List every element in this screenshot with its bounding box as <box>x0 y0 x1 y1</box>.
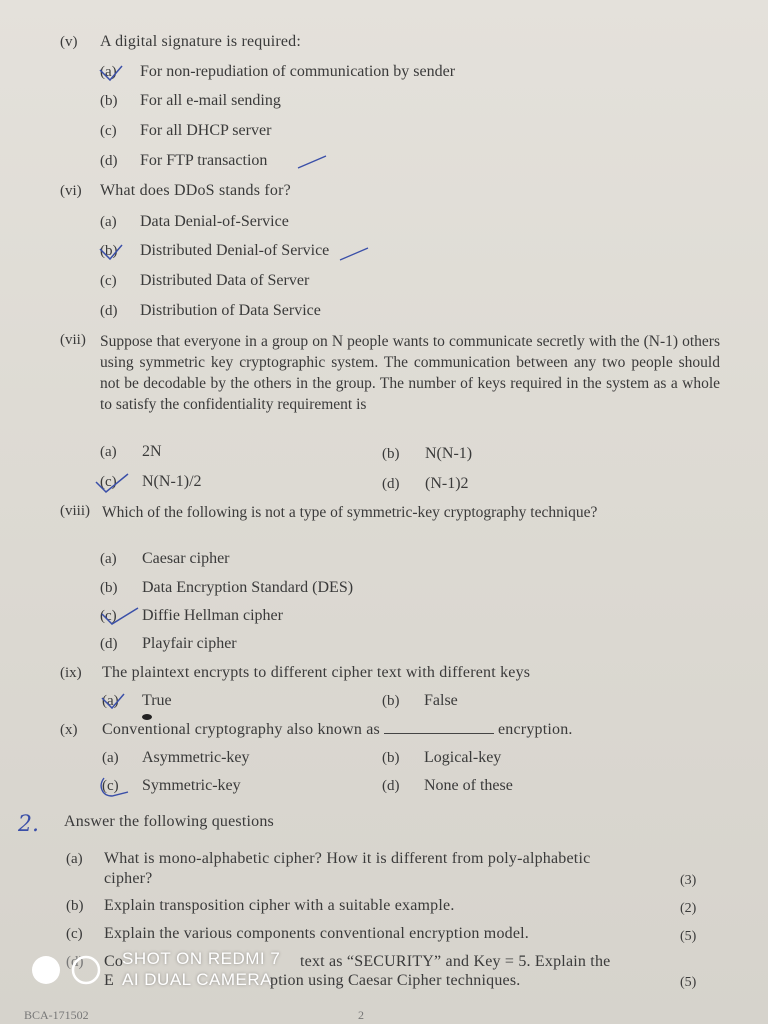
option-label: (a) <box>100 551 117 567</box>
option-label: (d) <box>100 303 118 319</box>
option-label: (a) <box>102 750 119 766</box>
option-text: N(N-1) <box>425 445 473 462</box>
camera-watermark-line1: SHOT ON REDMI 7 <box>122 949 281 968</box>
question-text: A digital signature is required: <box>100 33 302 50</box>
option-label: (b) <box>100 243 118 259</box>
subquestion-text: Explain transposition cipher with a suitable example. <box>104 897 455 914</box>
question-text: What does DDoS stands for? <box>100 182 291 199</box>
subquestion-label: (d) <box>66 954 84 970</box>
question-number: (ix) <box>60 665 82 681</box>
option-label: (a) <box>100 444 117 460</box>
subquestion-text-continued: cipher? <box>104 870 153 887</box>
option-text: Symmetric-key <box>142 777 241 794</box>
option-text: Data Encryption Standard (DES) <box>142 579 354 596</box>
subquestion-text-continued: ption using Caesar Cipher techniques. <box>270 972 521 989</box>
option-text: Distributed Data of Server <box>140 272 310 289</box>
subquestion-text: What is mono-alphabetic cipher? How it is different from poly-alphabetic <box>104 850 591 867</box>
pen-tick-mark <box>98 690 128 714</box>
pen-tick-mark <box>96 241 126 265</box>
camera-watermark-line2: AI DUAL CAMERA <box>122 970 272 989</box>
pen-tick-mark <box>96 62 126 86</box>
option-label: (b) <box>382 446 400 462</box>
option-label: (d) <box>382 476 400 492</box>
handwritten-question-number: 2. <box>18 812 39 837</box>
option-text: False <box>424 692 458 709</box>
marks: (3) <box>680 873 697 888</box>
question-text <box>102 721 573 739</box>
option-label: (b) <box>382 693 400 709</box>
ink-dot-mark <box>140 712 154 722</box>
subquestion-text-start: Co <box>104 953 124 970</box>
camera-watermark-circles-icon <box>30 953 104 987</box>
option-label: (d) <box>382 778 400 794</box>
option-label: (a) <box>100 64 117 80</box>
option-label: (b) <box>382 750 400 766</box>
pen-stroke-mark <box>296 152 330 172</box>
option-label: (d) <box>100 636 118 652</box>
question-number: (vi) <box>60 183 82 199</box>
option-label: (c) <box>100 474 117 490</box>
question-text: The plaintext encrypts to different cipher text with different keys <box>102 664 531 681</box>
option-text: Distribution of Data Service <box>140 302 321 319</box>
option-text: Logical-key <box>424 749 502 766</box>
option-text: Distributed Denial-of Service <box>140 242 330 259</box>
option-label: (d) <box>100 153 118 169</box>
option-label: (c) <box>102 778 119 794</box>
camera-watermark <box>122 948 280 990</box>
page-number: 2 <box>358 1008 364 1022</box>
option-text: 2N <box>142 443 162 460</box>
option-label: (a) <box>100 214 117 230</box>
option-text: Playfair cipher <box>142 635 237 652</box>
option-text: For FTP transaction <box>140 152 268 169</box>
option-text: Data Denial-of-Service <box>140 213 289 230</box>
option-text: For all e-mail sending <box>140 92 281 109</box>
section-heading: Answer the following questions <box>64 813 274 830</box>
question-number: (v) <box>60 34 78 50</box>
question-number: (vii) <box>60 332 86 348</box>
subquestion-text: Explain the various components conventional encryption model. <box>104 925 529 942</box>
option-label: (c) <box>100 123 117 139</box>
option-text: Diffie Hellman cipher <box>142 607 283 624</box>
option-label: (b) <box>100 580 118 596</box>
question-text: Which of the following is not a type of symmetric-key cryptography technique? <box>102 504 598 521</box>
pen-stroke-mark <box>338 244 372 264</box>
fill-blank <box>384 733 494 734</box>
question-text: Suppose that everyone in a group on N people wants to communicate secretly with the (N-1) others using symmetric key cryptographic system. The communication between any two people should not be decodable by the others in the group. The number of keys required in the system as a whole to satisfy the confidentiality requirement is <box>100 333 720 413</box>
question-text-start: Conventional cryptography also known as <box>102 721 380 738</box>
option-label: (c) <box>100 273 117 289</box>
option-text: N(N-1)/2 <box>142 473 202 490</box>
question-text-end: encryption. <box>497 721 573 738</box>
pen-tick-mark <box>98 604 142 628</box>
option-text: None of these <box>424 777 513 794</box>
option-text: (N-1)2 <box>425 475 469 492</box>
question-number: (x) <box>60 722 78 738</box>
subquestion-label: (a) <box>66 851 83 867</box>
pen-tick-mark <box>92 470 132 496</box>
option-label: (c) <box>100 608 117 624</box>
pen-circle-mark <box>98 774 132 800</box>
marks: (2) <box>680 901 697 916</box>
option-label: (b) <box>100 93 118 109</box>
question-number: (viii) <box>60 503 90 519</box>
option-text: For non-repudiation of communication by sender <box>140 63 456 80</box>
option-text: Caesar cipher <box>142 550 230 567</box>
option-text: True <box>142 692 172 709</box>
marks: (5) <box>680 929 697 944</box>
subquestion-text-continued-start: E <box>104 972 114 989</box>
paper-code: BCA-171502 <box>24 1008 89 1022</box>
option-text: Asymmetric-key <box>142 749 250 766</box>
subquestion-label: (b) <box>66 898 84 914</box>
option-label: (a) <box>102 693 119 709</box>
subquestion-text: text as “SECURITY” and Key = 5. Explain the <box>300 953 611 970</box>
option-text: For all DHCP server <box>140 122 272 139</box>
subquestion-label: (c) <box>66 926 83 942</box>
marks: (5) <box>680 975 697 990</box>
